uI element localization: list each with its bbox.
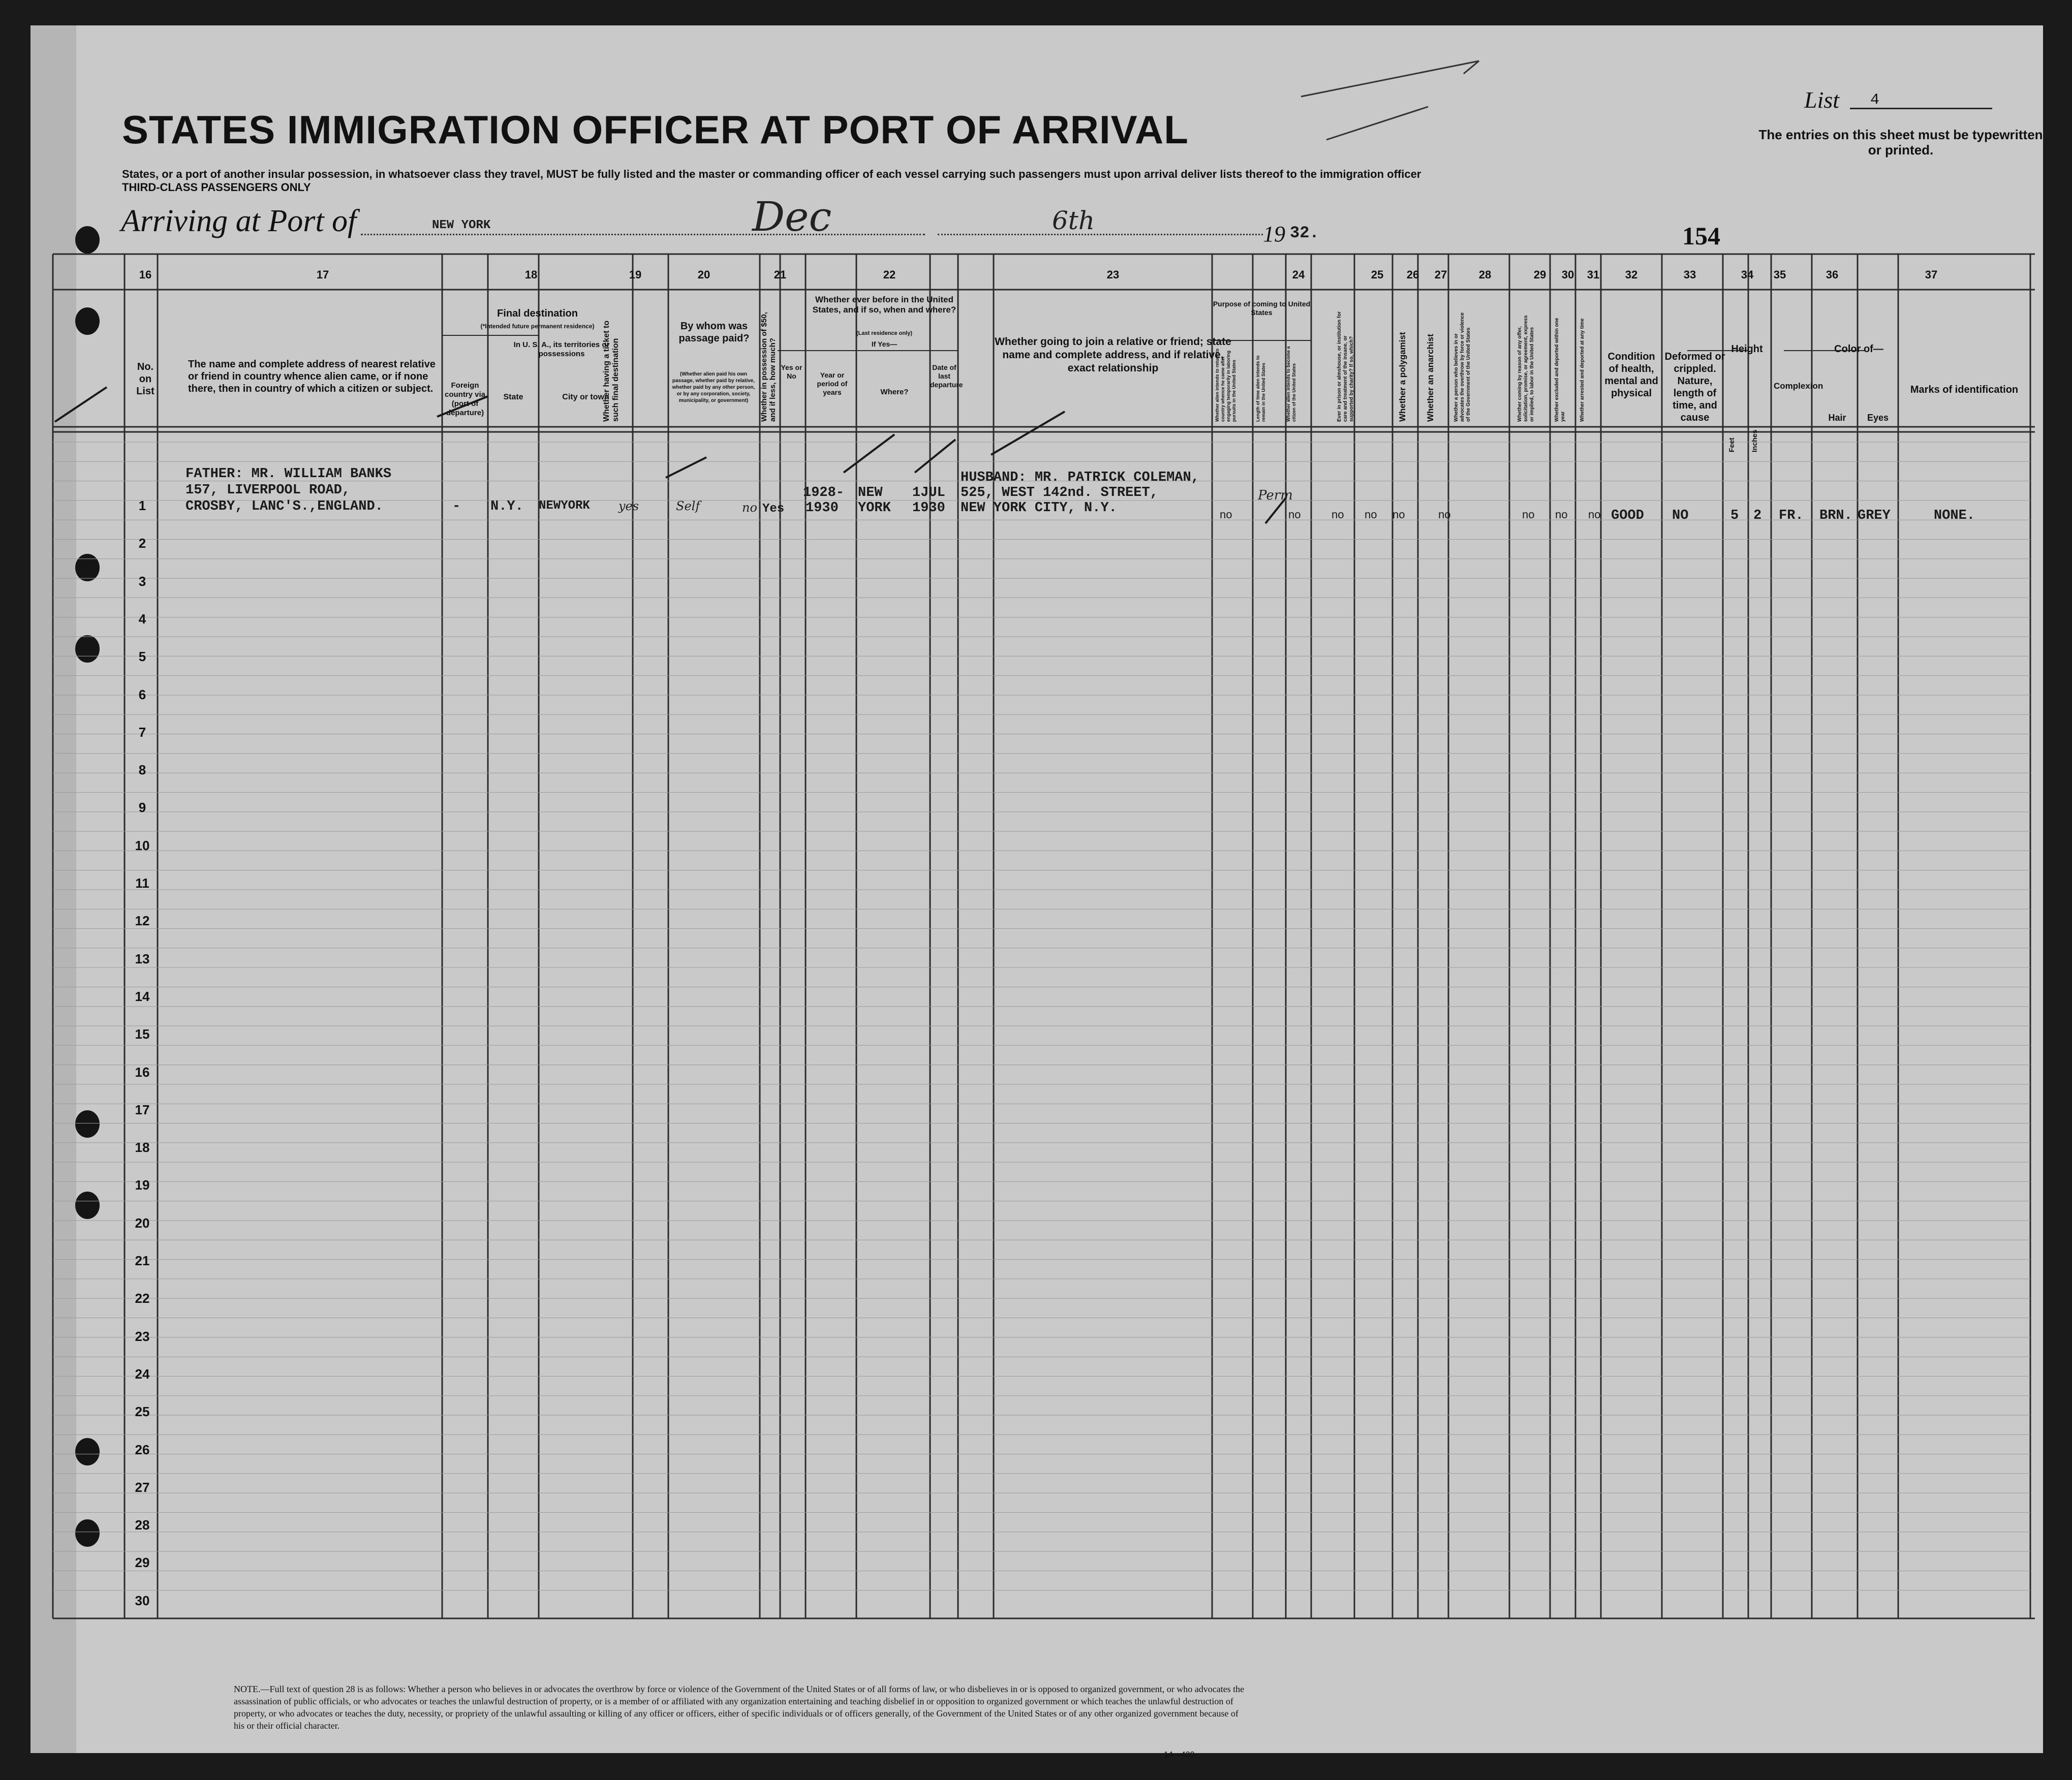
header-in-usa: In U. S. A., its territories or possessions: [513, 340, 610, 358]
row-number: 2: [138, 536, 146, 551]
column-number: 34: [1741, 268, 1754, 281]
entry-inches: 2: [1753, 508, 1762, 523]
entry-relative-line-3: CROSBY, LANC'S.,ENGLAND.: [185, 499, 383, 514]
entry-q28: no: [1438, 508, 1451, 521]
table-grid: [30, 25, 2043, 1753]
header-ever-before: Whether ever before in the United States, and if so, when and where?: [812, 295, 956, 315]
entry-passage-paid: Self: [676, 499, 700, 513]
header-complexion: Complexion: [1774, 381, 1823, 391]
month-handwritten: Dec: [752, 193, 832, 240]
entry-anarchist: no: [1393, 508, 1405, 521]
header-purpose-length: Length of time alien intends to remain in the United States: [1255, 355, 1266, 422]
list-label: List: [1804, 87, 1840, 113]
column-number: 18: [524, 268, 538, 281]
header-marks: Marks of identification: [1910, 384, 2019, 395]
row-number: 20: [135, 1215, 150, 1231]
column-number: 24: [1292, 268, 1305, 281]
entry-money: no: [742, 501, 757, 515]
column-number: 32: [1625, 268, 1638, 281]
row-number: 29: [135, 1555, 150, 1571]
entry-eyes: GREY: [1858, 508, 1891, 523]
row-number: 21: [135, 1253, 150, 1268]
row-number: 28: [135, 1517, 150, 1533]
column-number: 35: [1773, 268, 1786, 281]
footnote: NOTE.—Full text of question 28 is as follows: Whether a person who believes in or advocates the overthrow by force or violence of the Government of the United States or of all forms of law, or who disbelieves in or is opposed to organized government, or who advocates the assassination of public officials, or who advocates or teaches the unlawful destruction of property, or is a member of or affiliated with any organization entertaining and teaching disbelief in or opposition to organized government or which teaches the unlawful destruction of property, or who advocates or teaches the duty, necessity, or propriety of the unlawful assaulting or killing of any officer or officers, either of specific individuals or of officers generally, of the Government of the United States or of any other organized government because of his or their official character.: [234, 1684, 1245, 1731]
port-value: NEW YORK: [432, 218, 491, 232]
entry-deformed: NO: [1672, 508, 1689, 523]
entry-complexion: FR.: [1779, 508, 1804, 523]
entry-prison: no: [1332, 508, 1344, 521]
entry-relative-line-1: FATHER: MR. WILLIAM BANKS: [185, 466, 392, 482]
row-number: 9: [138, 800, 146, 816]
header-deported: Whether arrested and deported at any time: [1580, 318, 1585, 422]
entry-deported: no: [1588, 508, 1601, 521]
entry-polygamist: no: [1365, 508, 1377, 521]
day-handwritten: 6th: [1052, 206, 1095, 235]
manifest-sheet: [30, 25, 2043, 1759]
header-inches: Inches: [1750, 429, 1758, 452]
row-number: 13: [135, 951, 150, 966]
header-deformed: Deformed or crippled. Nature, length of time, and cause: [1664, 351, 1725, 423]
entry-city: NEWYORK: [539, 499, 590, 513]
header-q29: Whether coming by reason of any offer, solicitation, promise, or agreement, express or implied, to labor in the United States: [1517, 315, 1535, 422]
header-state: State: [503, 393, 523, 401]
entry-feet: 5: [1730, 508, 1739, 523]
row-number: 24: [135, 1366, 150, 1382]
entry-departure-1: 1JUL: [912, 485, 945, 501]
entry-where-1: NEW: [858, 485, 883, 501]
row-number: 25: [135, 1404, 150, 1420]
column-number: 26: [1406, 268, 1419, 281]
header-passage-paid: By whom was passage paid?: [678, 321, 750, 344]
column-number: 19: [629, 268, 642, 281]
entry-where-2: YORK: [858, 501, 891, 516]
header-year-period: Year or period of years: [817, 371, 848, 396]
header-feet: Feet: [1727, 438, 1736, 452]
header-health: Condition of health, mental and physical: [1604, 351, 1658, 399]
entry-state: N.Y.: [490, 499, 523, 514]
column-number: 31: [1587, 268, 1600, 281]
column-number: 22: [883, 268, 896, 281]
class-line: THIRD-CLASS PASSENGERS ONLY: [122, 181, 311, 194]
row-number: 3: [138, 573, 146, 589]
entry-citizen: no: [1288, 508, 1301, 521]
header-possession-50: Whether in possession of $50, and if less, how much?: [760, 312, 777, 422]
row-number: 6: [138, 686, 146, 702]
entry-joining-3: NEW YORK CITY, N.Y.: [961, 501, 1117, 516]
header-final-destination-note: (*Intended future permanent residence): [480, 323, 595, 330]
column-number: 20: [697, 268, 710, 281]
row-number: 10: [135, 837, 150, 853]
sheet-number: 154: [1682, 222, 1720, 250]
entry-foreign-country: -: [452, 499, 461, 514]
entry-health: GOOD: [1611, 508, 1644, 523]
row-number: 30: [135, 1592, 150, 1608]
row-number: 15: [135, 1026, 150, 1042]
row-number: 7: [138, 724, 146, 740]
entry-hair: BRN.: [1819, 508, 1852, 523]
entry-years-1: 1928-: [803, 485, 845, 501]
list-number: 4: [1870, 91, 1880, 109]
column-number: 16: [139, 268, 152, 281]
header-date-departure: Date of last departure: [930, 363, 963, 389]
column-number: 25: [1371, 268, 1384, 281]
entry-years-2: 1930: [806, 501, 839, 516]
column-number: 36: [1826, 268, 1839, 281]
header-eyes: Eyes: [1867, 413, 1889, 423]
entry-relative-line-2: 157, LIVERPOOL ROAD,: [185, 483, 351, 498]
row-number: 12: [135, 913, 150, 929]
year-suffix: 32.: [1290, 224, 1319, 242]
header-color-of: Color of—: [1834, 343, 1883, 355]
header-polygamist: Whether a polygamist: [1398, 332, 1407, 422]
arriving-label: Arriving at Port of: [121, 204, 357, 238]
header-purpose-citizen: Whether alien intends to become a citizen of the United States: [1286, 346, 1296, 422]
column-number: 21: [774, 268, 787, 281]
header-excluded: Whether excluded and deported within one year: [1554, 318, 1566, 422]
row-number: 19: [135, 1177, 150, 1193]
form-subtitle: States, or a port of another insular possession, in whatsoever class they travel, MUST be fully listed and the master or commanding officer of each vessel carrying such passengers must upon arrival deliver lists thereof to the immigration officer: [122, 168, 1421, 180]
header-nearest-relative: The name and complete address of nearest relative or friend in country whence alien came, or if none there, then in country of which a citizen or subject.: [188, 359, 436, 394]
column-number: 37: [1925, 268, 1938, 281]
entry-joining-1: HUSBAND: MR. PATRICK COLEMAN,: [961, 470, 1199, 485]
row-number: 17: [135, 1102, 150, 1117]
row-number: 8: [138, 762, 146, 778]
header-if-yes: If Yes—: [871, 340, 898, 348]
entry-excluded: no: [1555, 508, 1568, 521]
entry-joining-2: 525, WEST 142nd. STREET,: [961, 485, 1158, 501]
header-final-destination: Final destination: [497, 308, 578, 319]
header-purpose: Purpose of coming to United States: [1213, 300, 1311, 317]
row-number: 14: [135, 988, 150, 1004]
column-number: 27: [1434, 268, 1447, 281]
header-passage-note: (Whether alien paid his own passage, whether paid by relative, whether paid by any other person, or by any corporation, society, municipality, or government): [672, 371, 755, 403]
entry-ticket: yes: [618, 499, 639, 513]
row-number: 4: [138, 611, 146, 627]
row-number: 18: [135, 1140, 150, 1156]
entry-q29: no: [1522, 508, 1535, 521]
header-purpose-return: Whether alien intends to return to country whence he came after engaging temporarily in laboring pursuits in the United States: [1215, 348, 1236, 422]
header-joining-relative: Whether going to join a relative or friend; state name and complete address, and if relative, exact relationship: [995, 336, 1231, 374]
header-ever-before-note: (Last residence only): [856, 330, 913, 336]
entry-ever-before: Yes: [762, 502, 785, 516]
header-prison: Ever in prison or almshouse, or institution for care and treatment of the insane, or supported by charity? If so, which?: [1337, 311, 1354, 422]
row-number: 22: [135, 1291, 150, 1306]
header-foreign-country: Foreign country via (port of departure): [444, 381, 486, 417]
header-no-on-list: No. on List: [136, 361, 154, 397]
column-number: 30: [1561, 268, 1574, 281]
row-number: 1: [138, 498, 146, 513]
column-number: 23: [1106, 268, 1120, 281]
header-where: Where?: [880, 388, 909, 396]
row-number: 27: [135, 1479, 150, 1495]
header-hair: Hair: [1828, 413, 1846, 423]
header-height: Height: [1731, 343, 1763, 355]
form-title: STATES IMMIGRATION OFFICER AT PORT OF ARRIVAL: [122, 107, 1189, 152]
entry-departure-2: 1930: [912, 501, 945, 516]
entry-marks: NONE.: [1934, 508, 1975, 523]
entry-length-stay: Perm: [1258, 488, 1293, 503]
row-number: 11: [135, 876, 149, 891]
column-number: 29: [1533, 268, 1547, 281]
column-number: 17: [316, 268, 329, 281]
typewritten-note: The entries on this sheet must be typewritten or printed.: [1758, 127, 2043, 158]
form-number: 14—430: [1164, 1751, 1195, 1759]
header-city: City or town: [562, 393, 609, 401]
row-number: 16: [135, 1064, 150, 1080]
year-prefix: 19: [1263, 222, 1285, 246]
row-number: 23: [135, 1328, 150, 1344]
header-anarchist: Whether an anarchist: [1426, 334, 1435, 422]
row-number: 5: [138, 649, 146, 665]
column-number: 28: [1478, 268, 1492, 281]
header-ticket: Whether having a ticket to such final destination: [602, 320, 620, 422]
column-number: 33: [1683, 268, 1696, 281]
entry-return: no: [1220, 508, 1232, 521]
header-q28: Whether a person who believes in or advocates the overthrow by force or violence of the Government of the United States: [1454, 312, 1471, 422]
header-yes-or-no: Yes or No: [781, 363, 802, 380]
row-number: 26: [135, 1442, 150, 1457]
